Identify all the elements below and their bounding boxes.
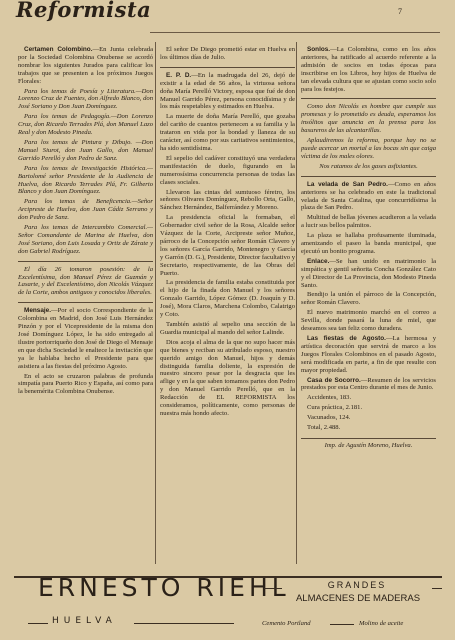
ad-cemento: Cemento Portland	[262, 620, 311, 627]
article-text: Para los temas de Investigación Histórica.—Bartolomé señor Presidente de la Audiencia de Huelva, don Ricardo Terrades Plá, Fr. Gilberto Blanco y don Juan Domínguez.	[18, 164, 153, 196]
article-text: El nuevo matrimonio marchó en el correo a Sevilla, donde pasará la luna de miel, que deseamos sea tan feliz como duradera.	[301, 309, 436, 333]
article-text: Para los temas de Intercambio Comercial.—Señor Comandante de Marina de Huelva, don José Soriano, don Luis Losada y Ortiz de Zárate y don Gabriel Rodríguez.	[18, 224, 153, 255]
article-text: Multitud de bellas jóvenes acudieron a la velada a lucir sus bellos palmitos.	[301, 214, 436, 230]
imprint-line: Imp. de Agustín Moreno, Huelva.	[324, 441, 413, 449]
column-1	[18, 46, 153, 398]
ad-rule	[432, 588, 442, 589]
stat-line: Vacunados, 124.	[307, 414, 351, 422]
ad-city: HUELVA	[52, 616, 117, 626]
article-text: —Por el socio Correspondiente de la Colombina en Madrid, don José Luis Hernández Pinzón y por el Vicepresidente de la misma don José Domínguez López, le ha sido entregado al ilustre portorriqueño don José de Diego el Mensaje en que dicha Sociedad le enaltece la invitación que ya le hablaba hecho el Presidente para que asistiera a las fiestas del próximo Agosto.	[18, 307, 153, 370]
page-number: 7	[398, 7, 402, 16]
article-text: La presidencia de familia estaba constituida por el hijo de la finada don Manuel y los señores Gonzalo Garrido, López Gómez (D. Joaquín y D. José), Mora Claros, Marchena Colombo, Calatrigo y Coto.	[160, 279, 295, 319]
ad-grandes: GRANDES	[327, 580, 387, 590]
headline-epd: E. P. D.	[166, 71, 192, 79]
headline-mensaje: Mensaje.	[24, 307, 51, 315]
article-text: La plaza se hallaba profusamente iluminada, amenizando el paseo la banda municipal, que ejecutó un bonito programa.	[301, 232, 436, 255]
headline-socorro: Casa de Socorro.	[307, 376, 361, 384]
article-text: El señor De Diego prometió estar en Huelva en los últimos días de Julio.	[160, 46, 295, 61]
advertisement	[14, 573, 442, 636]
headline-sonlos: Sonlos.	[307, 46, 331, 53]
top-rule	[150, 32, 440, 33]
ad-almacenes: ALMACENES DE MADERAS	[295, 593, 421, 604]
headline-certamen: Certamen Colombino.	[24, 46, 93, 53]
article-text: La muerte de doña María Perelló, que gozaba del cariño de cuantos pertenecen a su familia y la trataron en vida por la bondad y llaneza de su carácter, así como por sus caritativos sentimientos, ha sido sentidísima.	[160, 113, 295, 152]
ad-rule	[264, 588, 282, 589]
article-text: —La Colombina, como en los años anteriores, ha ratificado al acuerdo referente a la admisión de socios en todas épocas para inscribirse en los Libros, hoy hijos de Huelva de tan elevada cultura que se ajustan como socio solo para los festejos.	[301, 46, 436, 93]
article-text: La presidencia oficial la formaban, el Gobernador civil señor de la Rosa, Alcalde señor Vázquez de la Corte, Arcipreste señor Muñoz, párroco de la Concepción señor Román Clavero y los señores García Garrido, Montenegro y García y Garrón (D. G.), Presidente, Director facultativo y Secretario, respectivamente, de las Obras del Puerto.	[160, 214, 295, 277]
headline-fiestas: Las fiestas de Agosto.	[307, 335, 386, 342]
ad-rule	[134, 623, 234, 624]
section-rule	[301, 438, 436, 439]
ad-company-name: ERNESTO RIEHL	[38, 573, 290, 602]
stat-line: Accidentes, 183.	[307, 394, 352, 402]
ad-rule	[28, 623, 48, 624]
article-text: El día 26 tomaron posesión: de la Excelentísima, don Manuel Pérez de Guzmán y Lasarte, y del Excelentísimo, don Nicolás Vázquez de la Corte, ambos antiguos y conocidos liberales.	[18, 265, 153, 297]
column-3	[301, 46, 436, 452]
column-divider-1	[155, 42, 156, 564]
ad-molino: Molino de aceite	[359, 620, 404, 627]
article-text: Para los temas de Beneficencia.—Señor Arcipreste de Huelva, don Juan Cádiz Serrano y don Pedro de Sanz.	[18, 198, 153, 222]
article-text: Nos ratamos de los gases asfixiantes.	[319, 162, 418, 170]
section-rule	[18, 261, 153, 262]
stat-line: Cura práctica, 2.181.	[307, 404, 363, 412]
masthead-title: Reformista	[16, 0, 152, 22]
section-rule	[301, 176, 436, 177]
article-text: Para los temas de Pedagogía.—Don Lorenzo Cruz, don Ricardo Terrades Plá, don Manuel Lazo Real y don Modesto Pineda.	[18, 113, 153, 137]
stat-line: Total, 2.488.	[307, 424, 341, 432]
column-divider-2	[296, 42, 297, 564]
article-text: Como don Nicolás es hombre que cumple sus promesas y lo prometido es deuda, esperamos los insólitos que anuncia en la prensa para los basureros de las alcantarillas.	[301, 103, 436, 135]
section-rule	[18, 302, 153, 303]
article-text: Aplaudiremos la reforma, porque hay no se puede acercar un mortal a las bocas sin que caiga víctima de los males olores.	[301, 137, 436, 160]
article-text: —Resumen de los servicios prestados por esta Centro durante el mes de Junio.	[301, 376, 436, 392]
article-text: Llevaron las cintas del sumtuoso féretro, los señores Olivares Domínguez, Rebollo Orta, Gallo, Sánchez Hernández, Balferrández y Moreno.	[160, 188, 295, 212]
article-text: —En Junta celebrada por la Sociedad Colombina Onubense se acordó nombrar los siguientes Jurados para calificar los trabajos que se presenten a los próximos Juegos Florales:	[18, 46, 153, 85]
section-rule	[301, 98, 436, 99]
section-rule	[160, 67, 295, 68]
article-text: En el acto se cruzaron palabras de profunda simpatía para Puerto Rico y España, así como para la benemérita Colombina Onubense.	[18, 372, 153, 396]
article-text: Bendijo la unión el párroco de la Concepción, señor Román Clavero.	[301, 291, 436, 307]
article-text: El sepelio del cadáver constituyó una verdadera manifestación de duelo, figurando en la numerosísima concurrencia personas de todas las clases sociales.	[160, 154, 295, 186]
ad-rule	[330, 624, 354, 625]
headline-velada: La velada de San Pedro.	[307, 180, 388, 188]
article-text: —La hermosa y artística decoración que servirá de marco a los Juegos Florales Colombinos en el pasado Agosto, será modificada en parte, a fin de que resulte con mayor propiedad.	[301, 335, 437, 374]
article-text: —Como en años anteriores se ha celebrado en este la tradicional velada de Santa Catalina, que concurridísima la plaza de San Pedro.	[301, 180, 436, 212]
article-text: También asistió al sepelio una sección de la Guardia municipal al mando del señor Lalinde.	[160, 321, 295, 336]
article-text: —En la madrugada del 26, dejó de existir a la edad de 56 años, la virtuosa señora doña María Perelló Victory, esposa que fué de don Manuel Garrido Pérez, persona conocidísima y de los más respetables y estimados en Huelva.	[160, 71, 295, 111]
article-text: Para los temas de Pintura y Dibujo. —Don Manuel Siurot, don Juan Gallo, don Manuel Garrido Perelló y don Pedro de Sanz.	[18, 138, 153, 162]
article-text: —Se han unido en matrimonio la simpática y gentil señorita Concha González Cato y el Director de La Provincia, don Modesto Pineda Santo.	[301, 257, 436, 289]
headline-enlace: Enlace.	[307, 257, 330, 265]
article-text: Para los temas de Poesía y Literatura.—Don Lorenzo Cruz de Fuentes, don Alfredo Blanco, don José Soriano y Don Juan Domínguez.	[18, 87, 153, 111]
article-text: Dios acoja el alma de la que no supo hacer más que bienes y reciban su atribulado esposo, nuestro querido amigo don Manuel, hijos y demás distinguida familia doliente, la expresión de nuestro sincero pesar por la desgracia que les aflige y en la que saben tomamos partes don Pedro y don Manuel Garrido Perelló, que en la Redacción de EL REFORMISTA los consideramos, políticamente, como personas de nuestra más hondo afecto.	[160, 338, 295, 417]
column-2	[160, 46, 295, 420]
